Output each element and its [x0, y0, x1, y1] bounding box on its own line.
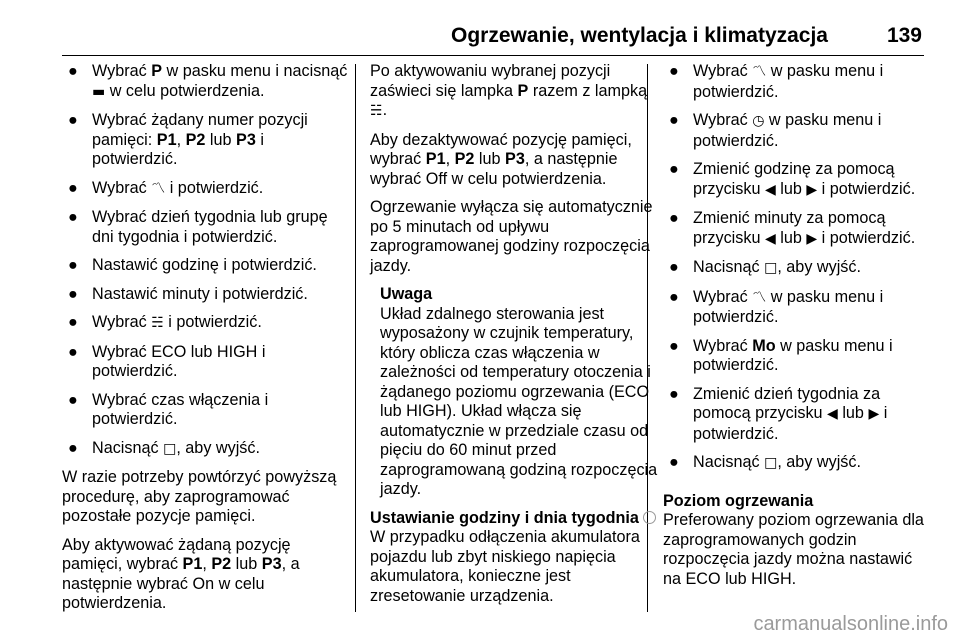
column-right	[663, 62, 931, 598]
paragraph: W razie potrzeby powtórzyć powyższą procedurę, aby zaprogramować pozostałe pozycje pamięci.	[62, 468, 337, 525]
list-item: ● Wybrać 〽 i potwierdzić.	[68, 178, 264, 197]
section-heading: Ustawianie godziny i dnia tygodnia	[370, 509, 658, 529]
steps-list	[663, 62, 931, 474]
confirm-icon: ▬	[92, 83, 106, 100]
list-item: ● Wybrać P w pasku menu i nacisnąć ▬ w celu potwierdzenia.	[68, 62, 348, 100]
arrow-left-icon: ◀	[827, 406, 838, 422]
paragraph: W przypadku odłączenia akumulatora pojazdu lub zbyt niskiego napięcia akumulatora, konieczne jest zresetowanie urządzenia.	[370, 528, 640, 605]
section-heading: Poziom ogrzewania	[663, 491, 814, 510]
list-item: ● Zmienić godzinę za pomocą przycisku ◀ lub ▶ i potwierdzić.	[669, 160, 916, 198]
clock-icon	[643, 511, 656, 524]
paragraph: Ogrzewanie wyłącza się automatycznie po 5 minutach od upływu zaprogramowanej godziny rozpoczęcia jazdy.	[370, 198, 653, 275]
paragraph: Preferowany poziom ogrzewania dla zaprogramowanych godzin rozpoczęcia jazdy można nastawić na ECO lub HIGH.	[663, 511, 924, 588]
paragraph: Po aktywowaniu wybranej pozycji zaświeci się lampka P razem z lampką ☵.	[370, 62, 648, 119]
page-header	[0, 24, 960, 54]
list-item: ● Nastawić godzinę i potwierdzić.	[68, 256, 317, 274]
steps-list	[62, 62, 350, 459]
list-item: ● Wybrać ◷ w pasku menu i potwierdzić.	[669, 111, 882, 150]
section-title: Ogrzewanie, wentylacja i klimatyzacja	[450, 24, 828, 47]
back-icon: □	[163, 440, 177, 457]
note-box	[370, 285, 658, 500]
column-left	[62, 62, 350, 623]
list-item: ● Nacisnąć □, aby wyjść.	[669, 453, 861, 471]
note-heading: Uwaga	[380, 285, 433, 303]
list-item: ● Nastawić minuty i potwierdzić.	[68, 284, 308, 303]
list-item: ● Wybrać ECO lub HIGH i potwierdzić.	[68, 342, 266, 380]
arrow-left-icon: ◀	[764, 230, 776, 247]
arrow-right-icon: ▶	[806, 181, 818, 198]
back-icon: □	[764, 260, 778, 276]
watermark: carmanualsonline.info	[753, 613, 948, 635]
list-item: ● Wybrać żądany numer pozycji pamięci: P1, P2 lub P3 i potwierdzić.	[68, 111, 308, 168]
list-item: ● Nacisnąć □, aby wyjść.	[669, 258, 861, 276]
list-item: ● Zmienić dzień tygodnia za pomocą przycisku ◀ lub ▶ i potwierdzić.	[669, 384, 888, 443]
back-icon: □	[764, 455, 778, 471]
list-item: ● Wybrać czas włączenia i potwierdzić.	[68, 390, 269, 428]
list-item: ● Wybrać Mo w pasku menu i potwierdzić.	[669, 336, 893, 374]
column-divider	[355, 64, 356, 612]
header-divider	[62, 55, 924, 56]
note-text: Układ zdalnego sterowania jest wyposażony w czujnik temperatury, który oblicza czas włączenia w zależności od temperatury otoczenia i żądanego poziomu ogrzewania (ECO lub HIGH). Układ włącza się automatycznie w przedziale czasu od pięciu do 60 minut przed zaprogramowaną godziną rozpoczęcia jazdy.	[380, 304, 658, 498]
list-item: ● Wybrać ☵ i potwierdzić.	[68, 313, 262, 331]
page-number: 139	[886, 24, 922, 47]
settings-icon: 〽	[151, 180, 166, 197]
list-item: ● Zmienić minuty za pomocą przycisku ◀ lub ▶ i potwierdzić.	[669, 209, 916, 247]
paragraph: Aby aktywować żądaną pozycję pamięci, wybrać P1, P2 lub P3, a następnie wybrać On w celu potwierdzenia.	[62, 535, 300, 612]
arrow-right-icon: ▶	[806, 230, 818, 247]
arrow-left-icon: ◀	[764, 181, 776, 198]
list-item: ● Nacisnąć □, aby wyjść.	[68, 438, 260, 457]
list-item: ● Wybrać dzień tygodnia lub grupę dni tygodnia i potwierdzić.	[68, 208, 328, 246]
settings-icon: 〽	[752, 289, 767, 306]
paragraph: Aby dezaktywować pozycję pamięci, wybrać P1, P2 lub P3, a następnie wybrać Off w celu potwierdzenia.	[370, 130, 632, 188]
heater-icon: ☵	[370, 103, 383, 119]
column-middle	[370, 62, 658, 615]
settings-icon: 〽	[752, 64, 767, 80]
list-item: ● Wybrać 〽 w pasku menu i potwierdzić.	[669, 287, 884, 326]
list-item: ● Wybrać 〽 w pasku menu i potwierdzić.	[669, 62, 884, 101]
clock-icon: ◷	[752, 113, 765, 129]
arrow-right-icon: ▶	[868, 406, 880, 422]
heater-icon: ☵	[151, 315, 164, 331]
